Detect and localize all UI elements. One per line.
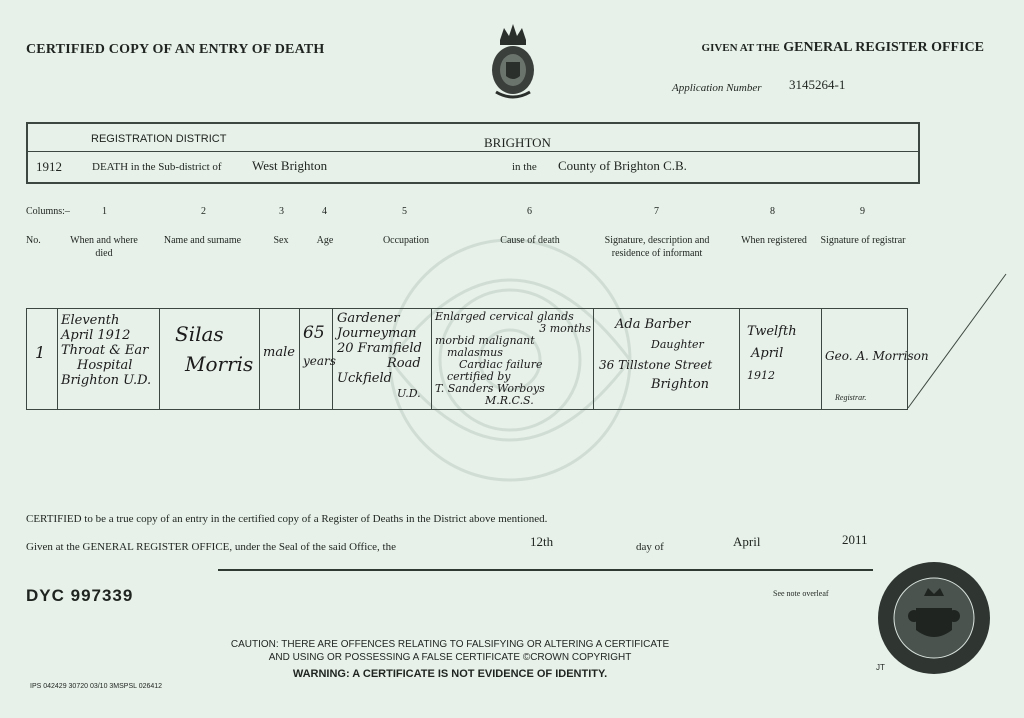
column-number: 9	[860, 206, 865, 217]
column-number: 6	[527, 206, 532, 217]
entry-when-where: Throat & Ear	[61, 343, 149, 358]
column-number: 8	[770, 206, 775, 217]
given-prefix: GIVEN AT THE	[701, 42, 780, 54]
divider-line	[218, 569, 873, 571]
application-number: 3145264-1	[789, 77, 846, 92]
registration-box	[26, 122, 920, 184]
column-header: Age	[316, 235, 334, 246]
entry-age-unit: years	[303, 354, 336, 368]
certificate-title: CERTIFIED COPY OF AN ENTRY OF DEATH	[26, 42, 325, 57]
registrar-label: Registrar.	[835, 393, 867, 402]
print-code: IPS 042429 30720 03/10 3MSPSL 026412	[30, 683, 163, 690]
column-number: 2	[201, 206, 206, 217]
entry-when-where: Eleventh	[61, 313, 120, 328]
see-note-overleaf: See note overleaf	[773, 589, 829, 598]
entry-occupation: Uckfield	[337, 371, 392, 386]
entry-number: 1	[35, 343, 46, 362]
jt-mark: JT	[876, 663, 885, 672]
column-header: When registered	[741, 235, 807, 246]
district-value: BRIGHTON	[484, 135, 551, 150]
entry-cause: Cardiac failure	[459, 358, 543, 371]
entry-occupation: Gardener	[337, 311, 400, 326]
entry-age: 65	[303, 323, 325, 343]
column-number: 4	[322, 206, 327, 217]
issuing-office	[702, 40, 984, 56]
entry-cause: Enlarged cervical glands	[435, 310, 574, 323]
entry-cause: M.R.C.S.	[485, 394, 534, 407]
entry-informant: Ada Barber	[615, 317, 691, 332]
entry-occupation: Road	[387, 356, 421, 371]
entry-cause: malasmus	[447, 346, 503, 359]
certification-year: 2011	[842, 532, 868, 547]
district-label: REGISTRATION DISTRICT	[91, 133, 227, 145]
columns-label: Columns:–	[26, 206, 70, 217]
entry-informant: Brighton	[651, 377, 710, 392]
entry-occupation: 20 Framfield	[337, 341, 422, 356]
death-entry-row	[26, 308, 929, 410]
column-header: Occupation	[382, 235, 430, 246]
entry-cause: morbid malignant	[435, 334, 535, 347]
column-header: When and where died	[70, 235, 138, 259]
entry-cause: certified by	[447, 370, 511, 383]
gro-seal-icon	[876, 560, 992, 676]
certificate-serial: DYC 997339	[26, 586, 134, 605]
column-header: Name and surname	[163, 235, 242, 246]
caution-line: CAUTION: THERE ARE OFFENCES RELATING TO FALSIFYING OR ALTERING A CERTIFICATE	[230, 639, 670, 650]
warning-notice: WARNING: A CERTIFICATE IS NOT EVIDENCE OF IDENTITY.	[292, 668, 608, 680]
office-name: GENERAL REGISTER OFFICE	[783, 40, 984, 55]
royal-crest-icon	[486, 22, 540, 104]
entry-sex: male	[263, 345, 295, 360]
entry-first-name: Silas	[175, 322, 224, 346]
entry-when-where: April 1912	[61, 328, 131, 343]
entry-informant: Daughter	[651, 338, 704, 351]
entry-occupation: Journeyman	[337, 326, 417, 341]
day-of-label: day of	[636, 541, 664, 553]
certification-month: April	[733, 534, 761, 549]
entry-when-where: Brighton U.D.	[61, 373, 152, 388]
certification-given-at: Given at the GENERAL REGISTER OFFICE, under the Seal of the said Office, the	[26, 541, 396, 553]
death-year: 1912	[36, 159, 62, 174]
registrar-signature: Geo. A. Morrison	[825, 349, 929, 363]
certification-day: 12th	[530, 534, 554, 549]
column-number: 3	[279, 206, 284, 217]
column-number: 7	[654, 206, 659, 217]
column-header: Cause of death	[500, 235, 560, 246]
column-header: Signature of registrar	[820, 235, 906, 246]
application-number-label: Application Number	[672, 82, 762, 94]
column-number: 1	[102, 206, 107, 217]
entry-registered: April	[751, 346, 784, 361]
entry-informant: 36 Tillstone Street	[599, 358, 713, 372]
entry-surname: Morris	[185, 352, 254, 376]
cancel-line	[900, 270, 1010, 410]
entry-when-where: Hospital	[77, 358, 133, 373]
column-header: Sex	[273, 235, 289, 246]
column-header-no: No.	[26, 235, 41, 246]
subdistrict-label: DEATH in the Sub-district of	[92, 161, 222, 173]
county-value: County of Brighton C.B.	[558, 158, 687, 173]
certification-statement: CERTIFIED to be a true copy of an entry in the certified copy of a Register of Deaths in the District above mentioned.	[26, 513, 548, 525]
entry-occupation: U.D.	[397, 387, 421, 400]
entry-cause: T. Sanders Worboys	[435, 382, 545, 395]
column-header: Signature, description and residence of informant	[604, 235, 710, 259]
caution-line: AND USING OR POSSESSING A FALSE CERTIFICATE ©CROWN COPYRIGHT	[268, 652, 632, 663]
subdistrict-value: West Brighton	[252, 158, 328, 173]
in-the-label: in the	[512, 161, 537, 173]
entry-registered: Twelfth	[747, 324, 797, 339]
entry-registered: 1912	[747, 369, 775, 382]
entry-cause: 3 months	[539, 322, 591, 335]
caution-notice	[180, 638, 720, 664]
column-number: 5	[402, 206, 407, 217]
